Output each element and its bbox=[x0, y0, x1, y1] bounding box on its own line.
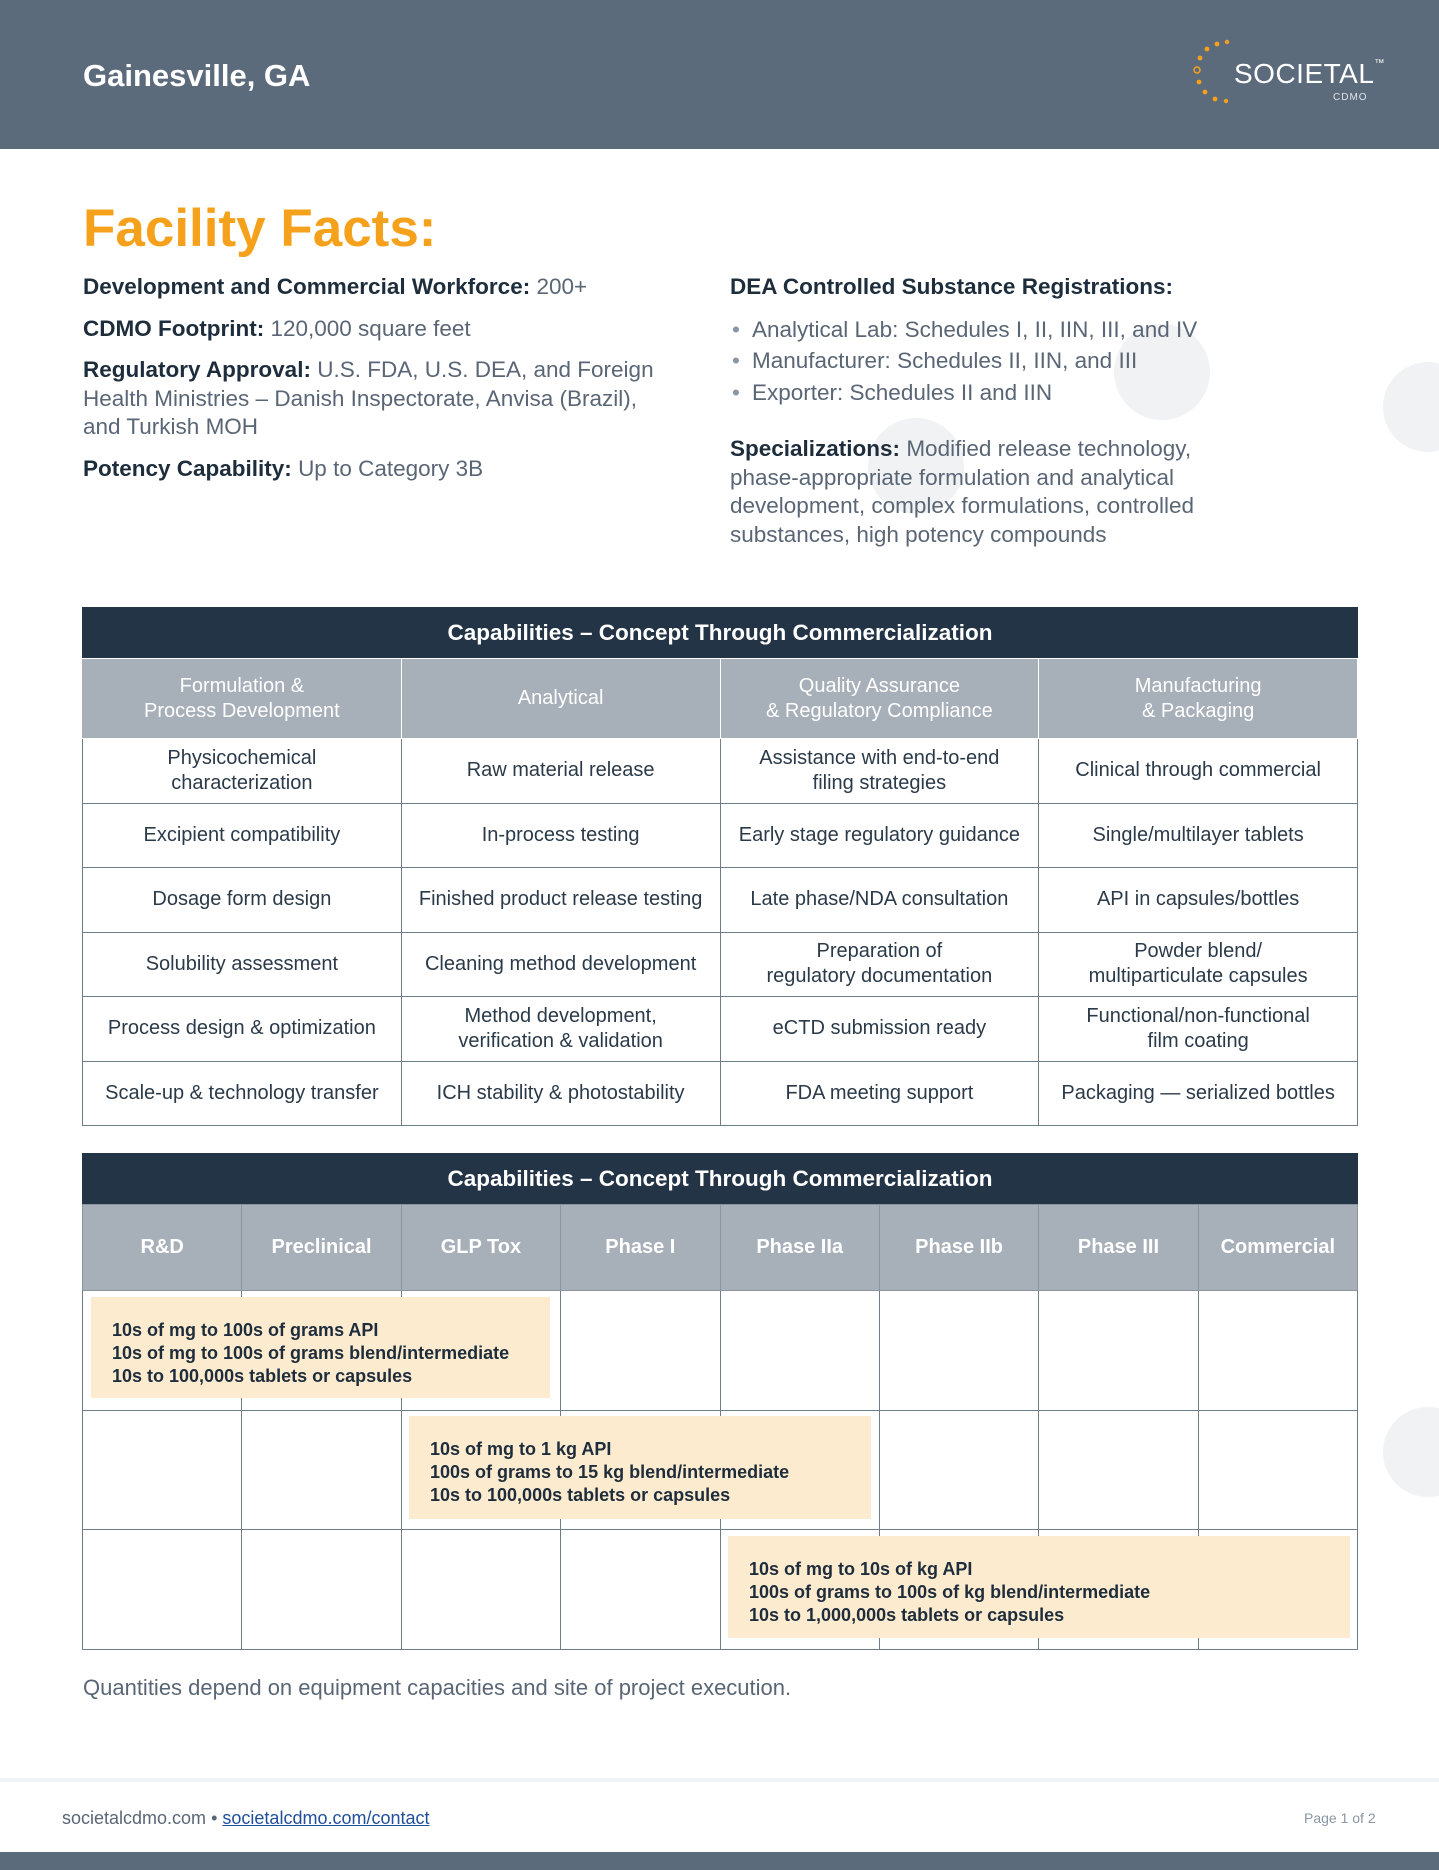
list-item: • Analytical Lab: Schedules I, II, IIN, III, and IV bbox=[730, 314, 1370, 346]
fact-regulatory bbox=[83, 356, 663, 442]
band-line: 10s of mg to 100s of grams API bbox=[112, 1320, 379, 1340]
bullet-icon: • bbox=[732, 379, 740, 405]
fact-workforce bbox=[83, 273, 683, 302]
header-city: Gainesville, GA bbox=[83, 58, 311, 93]
phase-header: Phase I bbox=[561, 1205, 720, 1291]
page-header bbox=[0, 0, 1439, 149]
table-row bbox=[83, 803, 1358, 868]
table-cell: Clinical through commercial bbox=[1039, 739, 1358, 804]
table-header-row bbox=[83, 1205, 1358, 1291]
band-line: 10s of mg to 10s of kg API bbox=[749, 1559, 973, 1579]
quantity-band-mid bbox=[409, 1416, 871, 1519]
fact-label: Potency Capability: bbox=[83, 455, 292, 481]
phase-header: Phase III bbox=[1039, 1205, 1198, 1291]
table-cell: Single/multilayer tablets bbox=[1039, 803, 1358, 868]
dea-list bbox=[730, 314, 1370, 409]
phase-header: R&D bbox=[83, 1205, 242, 1291]
capabilities-table bbox=[82, 607, 1358, 1126]
phase-header: Commercial bbox=[1198, 1205, 1357, 1291]
logo-subtitle: CDMO bbox=[1333, 92, 1368, 103]
phase-header: Phase IIb bbox=[879, 1205, 1038, 1291]
table-cell: eCTD submission ready bbox=[720, 997, 1039, 1062]
table-cell: Solubility assessment bbox=[83, 932, 402, 997]
table-header-row bbox=[83, 659, 1358, 739]
footer-contact-link[interactable]: societalcdmo.com/contact bbox=[222, 1808, 430, 1828]
facts-left-column bbox=[83, 273, 683, 496]
bullet-icon: • bbox=[732, 316, 740, 342]
capabilities-grid bbox=[82, 658, 1358, 1126]
table-cell: Excipient compatibility bbox=[83, 803, 402, 868]
table-cell: Early stage regulatory guidance bbox=[720, 803, 1039, 868]
list-item: • Manufacturer: Schedules II, IIN, and III bbox=[730, 345, 1370, 377]
decorative-circle bbox=[1383, 362, 1439, 452]
table-cell: Preparation of regulatory documentation bbox=[720, 932, 1039, 997]
page-number: Page 1 of 2 bbox=[1304, 1810, 1376, 1826]
bullet-icon: • bbox=[732, 348, 740, 373]
table-cell: Raw material release bbox=[401, 739, 720, 804]
column-header: Analytical bbox=[401, 659, 720, 739]
fact-label: Specializations: bbox=[730, 436, 901, 461]
table-cell: Assistance with end-to-end filing strategies bbox=[720, 739, 1039, 804]
table-cell: Process design & optimization bbox=[83, 997, 402, 1062]
band-line: 10s of mg to 1 kg API bbox=[430, 1439, 612, 1459]
fact-value: Up to Category 3B bbox=[298, 455, 484, 481]
phase-header: Preclinical bbox=[242, 1205, 401, 1291]
band-line: 100s of grams to 15 kg blend/intermediate bbox=[430, 1462, 790, 1482]
table-cell: ICH stability & photostability bbox=[401, 1061, 720, 1126]
band-line: 10s to 100,000s tablets or capsules bbox=[430, 1485, 731, 1505]
logo-dots-icon bbox=[1190, 38, 1230, 114]
list-item: • Exporter: Schedules II and IIN bbox=[730, 377, 1370, 409]
band-line: 10s to 100,000s tablets or capsules bbox=[112, 1366, 413, 1386]
dea-label: DEA Controlled Substance Registrations: bbox=[730, 274, 1173, 299]
table-cell: FDA meeting support bbox=[720, 1061, 1039, 1126]
column-header: Manufacturing & Packaging bbox=[1039, 659, 1358, 739]
table-row bbox=[83, 997, 1358, 1062]
table-row bbox=[83, 932, 1358, 997]
fact-label: Development and Commercial Workforce: bbox=[83, 274, 531, 299]
fact-potency bbox=[83, 455, 683, 484]
footer-separator: • bbox=[211, 1808, 218, 1828]
band-line: 100s of grams to 100s of kg blend/intermediate bbox=[749, 1582, 1151, 1602]
phase-header: Phase IIa bbox=[720, 1205, 879, 1291]
table-cell: Powder blend/ multiparticulate capsules bbox=[1039, 932, 1358, 997]
phases-table bbox=[82, 1153, 1358, 1650]
table-cell: Packaging — serialized bottles bbox=[1039, 1061, 1358, 1126]
fact-label: Regulatory Approval: bbox=[83, 357, 311, 382]
quantities-note: Quantities depend on equipment capacities and site of project execution. bbox=[83, 1675, 792, 1700]
quantity-band-late bbox=[728, 1536, 1350, 1638]
phases-table-title: Capabilities – Concept Through Commercialization bbox=[82, 1153, 1358, 1204]
fact-value: Modified release technology, phase-appropriate formulation and analytical development, complex formulations, controlled substances, high potency compounds bbox=[730, 436, 1194, 547]
table-cell: Late phase/NDA consultation bbox=[720, 868, 1039, 933]
quantity-band-early bbox=[91, 1297, 550, 1398]
column-header: Formulation & Process Development bbox=[83, 659, 402, 739]
table-cell: Dosage form design bbox=[83, 868, 402, 933]
facts-right-column bbox=[730, 273, 1370, 549]
fact-specializations bbox=[730, 435, 1260, 549]
fact-value: U.S. FDA, U.S. DEA, and Foreign Health Ministries – Danish Inspectorate, Anvisa (Brazil), and Turkish MOH bbox=[83, 357, 654, 439]
table-cell: Finished product release testing bbox=[401, 868, 720, 933]
decorative-circle bbox=[1383, 1407, 1439, 1497]
fact-value: 120,000 square feet bbox=[270, 315, 471, 341]
table-cell: Physicochemical characterization bbox=[83, 739, 402, 804]
table-row bbox=[83, 1061, 1358, 1126]
column-header: Quality Assurance & Regulatory Compliance bbox=[720, 659, 1039, 739]
phases-grid bbox=[82, 1204, 1358, 1650]
capabilities-table-title: Capabilities – Concept Through Commercialization bbox=[82, 607, 1358, 658]
fact-footprint bbox=[83, 315, 683, 344]
societal-logo[interactable] bbox=[1190, 38, 1385, 114]
table-cell: API in capsules/bottles bbox=[1039, 868, 1358, 933]
table-row bbox=[83, 739, 1358, 804]
footer-divider bbox=[0, 1778, 1439, 1782]
table-cell: In-process testing bbox=[401, 803, 720, 868]
fact-value: 200+ bbox=[536, 274, 588, 299]
footer-site-link[interactable]: societalcdmo.com bbox=[62, 1808, 207, 1828]
table-cell: Functional/non-functional film coating bbox=[1039, 997, 1358, 1062]
fact-label: CDMO Footprint: bbox=[83, 315, 265, 341]
page-title: Facility Facts: bbox=[83, 199, 437, 258]
footer-bar bbox=[0, 1852, 1439, 1870]
band-line: 10s to 1,000,000s tablets or capsules bbox=[749, 1605, 1065, 1625]
phase-header: GLP Tox bbox=[401, 1205, 560, 1291]
table-row bbox=[83, 868, 1358, 933]
logo-wordmark: SOCIETAL™ bbox=[1234, 58, 1385, 89]
table-cell: Scale-up & technology transfer bbox=[83, 1061, 402, 1126]
table-cell: Cleaning method development bbox=[401, 932, 720, 997]
footer-links bbox=[62, 1808, 430, 1829]
band-line: 10s of mg to 100s of grams blend/intermediate bbox=[112, 1343, 510, 1363]
table-cell: Method development, verification & validation bbox=[401, 997, 720, 1062]
